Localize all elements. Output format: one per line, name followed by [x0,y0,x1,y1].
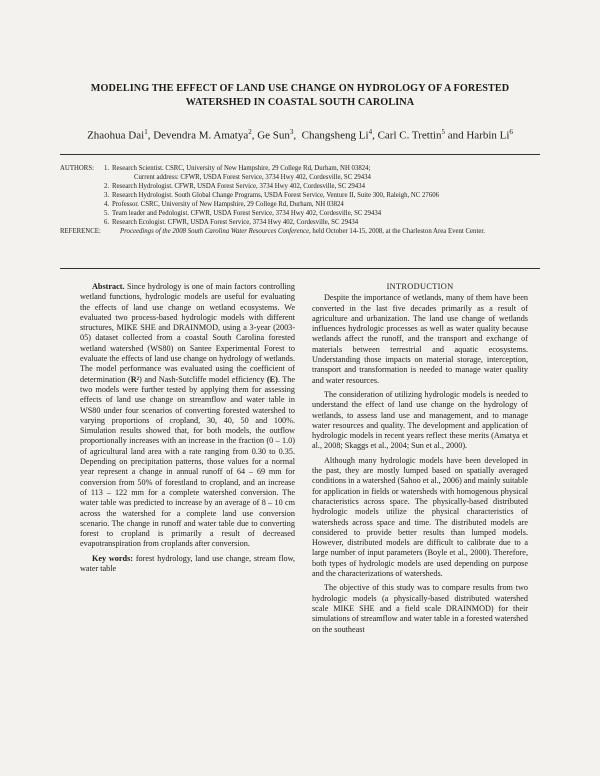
author-name: Carl C. Trettin [377,129,442,142]
affiliation-num [104,173,112,182]
author-name: Ge Sun [257,129,290,142]
affiliation-num: 1. [104,165,110,172]
right-column [312,282,528,639]
affiliations-label: AUTHORS: [60,165,94,172]
intro-heading: INTRODUCTION [386,282,454,291]
affiliation-text: Research Hydrologist. South Global Change Programs, USDA Forest Service, Venture II, Suite 300, Raleigh, NC 27606 [112,192,440,199]
reference-text [120,227,540,236]
author-name: Devendra M. Amatya [153,129,249,142]
keywords-label: Key words: [92,553,134,563]
reference-row [60,227,540,236]
author-sup: 2 [248,128,252,136]
reference-details: , held October 14-15, 2008, at the Charleston Area Event Center. [309,228,485,235]
affiliations-list [104,164,540,227]
affiliation-text: Professor. CSRC, University of New Hampshire, 29 College Rd, Durham, NH 03824 [112,201,344,208]
intro-paragraph-4: The objective of this study was to compare results from two hydrologic models (a physically-based distributed watershed scale MIKE SHE and a field scale DRAINMOD) for their simulations of streamflow and water table in a forested watershed on the southeast [312,583,528,634]
affiliation-text: Research Scientist. CSRC, University of New Hampshire, 29 College Rd, Durham, NH 03824; [112,165,371,172]
affiliation-text: Research Ecologist. CFWR, USDA Forest Service, 3734 Hwy 402, Cordesville, SC 29434 [112,219,359,226]
affiliation-text: Current address: CFWR, USDA Forest Service, 3734 Hwy 402, Cordesville, SC 29434 [134,174,371,181]
keywords-paragraph [80,554,295,575]
affiliation-item [104,200,540,209]
affiliation-item [104,218,540,227]
author-sup: 6 [509,128,513,136]
abstract-label: Abstract. [92,282,125,291]
divider-bottom [60,268,540,269]
abstract-text: Since hydrology is one of main factors controlling wetland functions, hydrologic models are useful for evaluating the effects of land use change on wetland ecosystems. We evaluated two process-based hydrologic models with different structures, MIKE SHE and DRAINMOD, using a 3-year (2003-05) dataset collected from a coastal South Carolina forested wetland watershed (WS80) on Santee Experimental Forest to evaluate the effects of land use change on hydrology of wetlands. The model performance was evaluated using the coefficient of determination ( [80,282,295,384]
abstract-e: (E) [266,374,278,384]
intro-paragraph-2: The consideration of utilizing hydrologic models is needed to understand the effect of land use change on the hydrology of wetlands, to assess land use and management, and to manage water resources and quality. The development and application of hydrologic models in recent years reflect these merits (Amatya et al., 2008; Skaggs et al., 2004; Sun et al., 2000). [312,389,528,451]
abstract-paragraph [80,282,295,550]
affiliation-num: 3. [104,192,110,199]
affiliations-block [60,164,540,236]
divider-top [60,154,540,155]
title-line-1: MODELING THE EFFECT OF LAND USE CHANGE ON HYDROLOGY OF A FORESTED [90,83,510,94]
author-name: Changsheng Li [301,129,369,142]
author-sup: 4 [368,128,373,136]
affiliation-item [104,164,540,173]
author-sup: 1 [144,128,148,136]
paper-title [60,82,540,110]
title-line-2: WATERSHED IN COASTAL SOUTH CAROLINA [185,97,415,108]
abstract-r2: R² [130,374,140,384]
intro-paragraph-1: Despite the importance of wetlands, many of them have been converted in the last five decades primarily as a result of agriculture and urbanization. The land use change of wetlands influences hydrologic processes as well as water quality because wetlands affect the runoff, and the transport and exchange of materials between terrestrial and aquatic ecosystems. Understanding those impacts on material storage, interception, transport and transformation is needed to manage water quality and water resources. [312,293,528,385]
reference-proceedings: Proceedings of the 2008 South Carolina Water Resources Conference [120,228,310,235]
affiliation-item [104,191,540,200]
abstract-text: . The two models were further tested by applying them for assessing effects of land use change on streamflow and water table in WS80 under four scenarios of converting forested watershed to varying proportions of cropland, 30, 40, 50 and 100%. Simulation results showed that, for both models, the outflow proportionally increases with an increase in the fraction (0 – 1.0) of agricultural land area with a rate ranging from 0.30 to 0.35. Depending on precipitation patterns, those values for a normal year represent a change in annual runoff of 64 – 69 mm for conversion from 50% of forestland to cropland, and an increase of 113 – 122 mm for a complete watershed conversion. The water table was predicted to increase by an average of 8 – 10 cm across the watershed for a complete land use conversion scenario. The change in runoff and water table due to converting forest to cropland is primarily a result of decreased evapotranspiration from croplands after conversion. [80,374,295,549]
reference-label: REFERENCE: [60,228,101,235]
affiliation-item [104,209,540,218]
keywords-text: forest hydrology, land use change, stream flow, water table [80,553,296,574]
abstract-text: ) and Nash-Sutcliffe model efficiency [139,374,267,384]
affiliation-num: 5. [104,210,110,217]
author-name: Zhaohua Dai [87,129,145,142]
affiliation-num: 4. [104,201,110,208]
affiliation-text: Research Hydrologist. CFWR, USDA Forest Service, 3734 Hwy 402, Cordesville, SC 29434 [112,183,365,190]
author-sup: 3 [289,128,294,136]
author-name: Harbin Li [466,129,510,142]
affiliation-num: 2. [104,183,110,190]
affiliation-item [104,173,540,182]
affiliation-item [104,182,540,191]
affiliation-num: 6. [104,219,110,226]
intro-paragraph-3: Although many hydrologic models have been developed in the past, they are mostly lumped based on spatially averaged conditions in a watershed (Sahoo et al., 2006) and mainly suitable for application in fields or watersheds with homogenous physical characteristics across space. The physically-based distributed hydrologic models utilize the physical characteristics of watersheds across space and time. The distributed models are considered to provide better results than lumped models. However, distributed models are difficult to calibrate due to a large number of input parameters (Boyle et al., 2000). Therefore, both types of hydrologic models are used depending on purpose and the characterizations of watersheds. [312,455,529,579]
author-list: Zhaohua Dai$^1$, Devendra M. Amatya$^2$, Ge Sun$^3$, Changsheng Li$^4$, Carl C. Trettin$^5$ and Harbin Li$^6$ [87,128,513,142]
author-sup: 5 [441,128,445,136]
left-column [80,282,295,578]
affiliation-text: Team leader and Pedologist. CFWR, USDA Forest Service, 3734 Hwy 402, Cordesville, SC 29434 [112,210,382,217]
